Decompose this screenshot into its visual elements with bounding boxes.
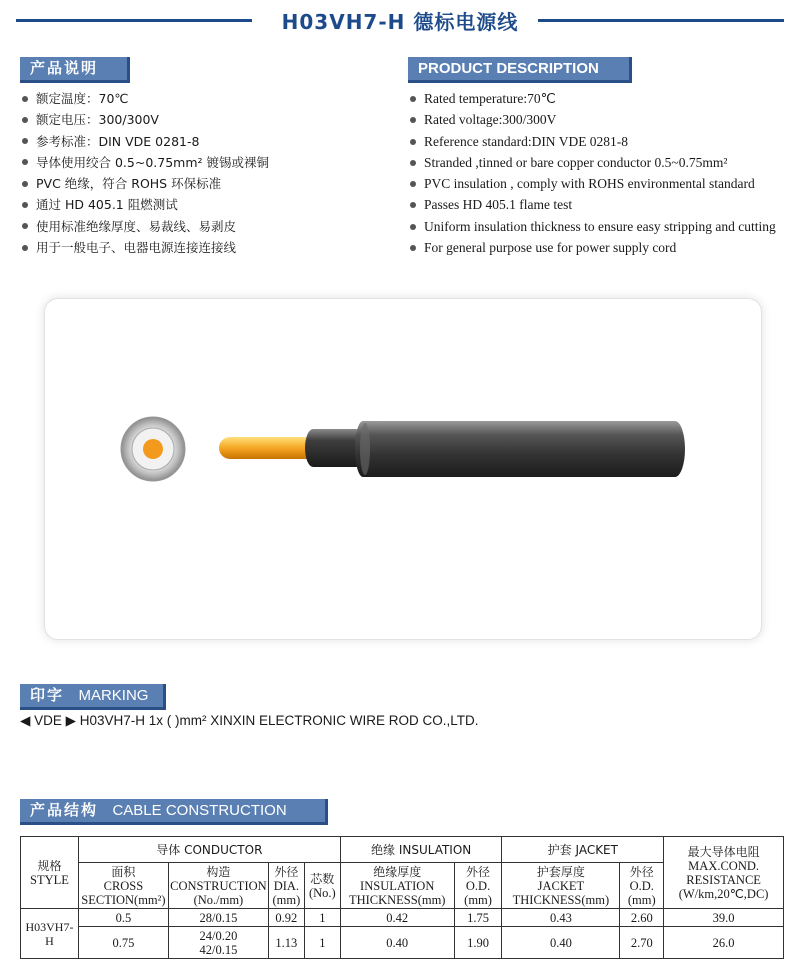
cell-cores: 1	[304, 927, 340, 959]
list-item: For general purpose use for power supply cord	[410, 237, 776, 258]
marking-text: ◀ VDE ▶ H03VH7-H 1x ( )mm² XINXIN ELECTRONIC WIRE ROD CO.,LTD.	[20, 713, 479, 728]
list-item: Passes HD 405.1 flame test	[410, 194, 776, 215]
cell-construction: 24/0.20 42/0.15	[168, 927, 268, 959]
cell-section: 0.75	[78, 927, 168, 959]
list-item: Uniform insulation thickness to ensure easy stripping and cutting	[410, 216, 776, 237]
list-item: PVC 绝缘，符合 ROHS 环保标准	[22, 173, 269, 194]
bullet-icon	[410, 224, 416, 230]
header-insulation-thickness: 绝缘厚度 INSULATION THICKNESS(mm)	[340, 863, 454, 909]
cell-ins-thickness: 0.40	[340, 927, 454, 959]
list-item: Reference standard:DIN VDE 0281-8	[410, 131, 776, 152]
list-item: 通过 HD 405.1 阻燃测试	[22, 194, 269, 215]
bullet-icon	[410, 96, 416, 102]
list-item: 参考标准：DIN VDE 0281-8	[22, 131, 269, 152]
header-max-resistance: 最大导体电阻 MAX.COND. RESISTANCE (W/km,20℃,DC)	[664, 837, 784, 909]
bullet-icon	[22, 138, 28, 144]
page-title: H03VH7-H 德标电源线	[281, 10, 519, 34]
cell-jacket-thickness: 0.40	[502, 927, 620, 959]
bullet-icon	[22, 245, 28, 251]
bullet-icon	[410, 139, 416, 145]
cable-construction-table	[20, 836, 784, 959]
list-item: 额定温度：70℃	[22, 88, 269, 109]
cable-photo-frame	[44, 298, 762, 640]
cell-jacket-thickness: 0.43	[502, 909, 620, 927]
bullet-icon	[410, 160, 416, 166]
bullet-icon	[410, 181, 416, 187]
bullet-icon	[22, 117, 28, 123]
cell-ins-od: 1.75	[454, 909, 502, 927]
header-insulation-od: 外径 O.D. (mm)	[454, 863, 502, 909]
bullet-icon	[22, 159, 28, 165]
cell-ins-thickness: 0.42	[340, 909, 454, 927]
bullet-icon	[410, 117, 416, 123]
description-list-en	[410, 88, 776, 258]
list-item: Rated voltage:300/300V	[410, 109, 776, 130]
cell-jacket-od: 2.70	[620, 927, 664, 959]
cell-ins-od: 1.90	[454, 927, 502, 959]
header-jacket-od: 外径 O.D. (mm)	[620, 863, 664, 909]
header-jacket: 护套 JACKET	[502, 837, 664, 863]
header-insulation: 绝缘 INSULATION	[340, 837, 502, 863]
style-value: H03VH7-H	[21, 909, 79, 959]
list-item: 用于一般电子、电器电源连接连接线	[22, 237, 269, 258]
copper-conductor	[219, 437, 319, 459]
header-cores: 芯数 (No.)	[304, 863, 340, 909]
bullet-icon	[22, 96, 28, 102]
list-item: Stranded ,tinned or bare copper conductor 0.5~0.75mm²	[410, 152, 776, 173]
list-item: 额定电压：300/300V	[22, 109, 269, 130]
cell-dia: 1.13	[268, 927, 304, 959]
bullet-icon	[410, 245, 416, 251]
cell-section: 0.5	[78, 909, 168, 927]
list-item: 导体使用绞合 0.5~0.75mm² 镀锡或裸铜	[22, 152, 269, 173]
cell-dia: 0.92	[268, 909, 304, 927]
header-construction: 构造 CONSTRUCTION (No./mm)	[170, 864, 267, 907]
cable-illustration	[45, 299, 761, 639]
header-diameter: 外径 DIA. (mm)	[268, 863, 304, 909]
header-conductor: 导体 CONDUCTOR	[78, 837, 340, 863]
header-jacket-thickness: 护套厚度 JACKET THICKNESS(mm)	[502, 863, 620, 909]
list-item: 使用标准绝缘厚度、易裁线、易剥皮	[22, 216, 269, 237]
description-list-cn	[22, 88, 269, 258]
list-item: Rated temperature:70℃	[410, 88, 776, 109]
bullet-icon	[22, 223, 28, 229]
cell-cores: 1	[304, 909, 340, 927]
cell-resistance: 26.0	[664, 927, 784, 959]
cable-cross-section	[121, 417, 185, 481]
table-row	[21, 909, 784, 927]
list-item: PVC insulation , comply with ROHS environmental standard	[410, 173, 776, 194]
section-tab-description-cn: 产品说明	[20, 57, 130, 83]
header-cross-section: 面积 CROSS SECTION(mm²)	[78, 863, 168, 909]
jacket-layer	[355, 421, 685, 477]
bullet-icon	[22, 202, 28, 208]
cell-resistance: 39.0	[664, 909, 784, 927]
header-style: 规格 STYLE	[21, 837, 79, 909]
cell-construction: 28/0.15	[168, 909, 268, 927]
section-tab-marking: 印字 MARKING	[20, 684, 166, 710]
cable-side-view	[219, 421, 685, 477]
table-row	[21, 927, 784, 959]
section-tab-construction: 产品结构 CABLE CONSTRUCTION	[20, 799, 328, 825]
bullet-icon	[22, 181, 28, 187]
section-tab-description-en: PRODUCT DESCRIPTION	[408, 57, 632, 83]
cell-jacket-od: 2.60	[620, 909, 664, 927]
bullet-icon	[410, 202, 416, 208]
